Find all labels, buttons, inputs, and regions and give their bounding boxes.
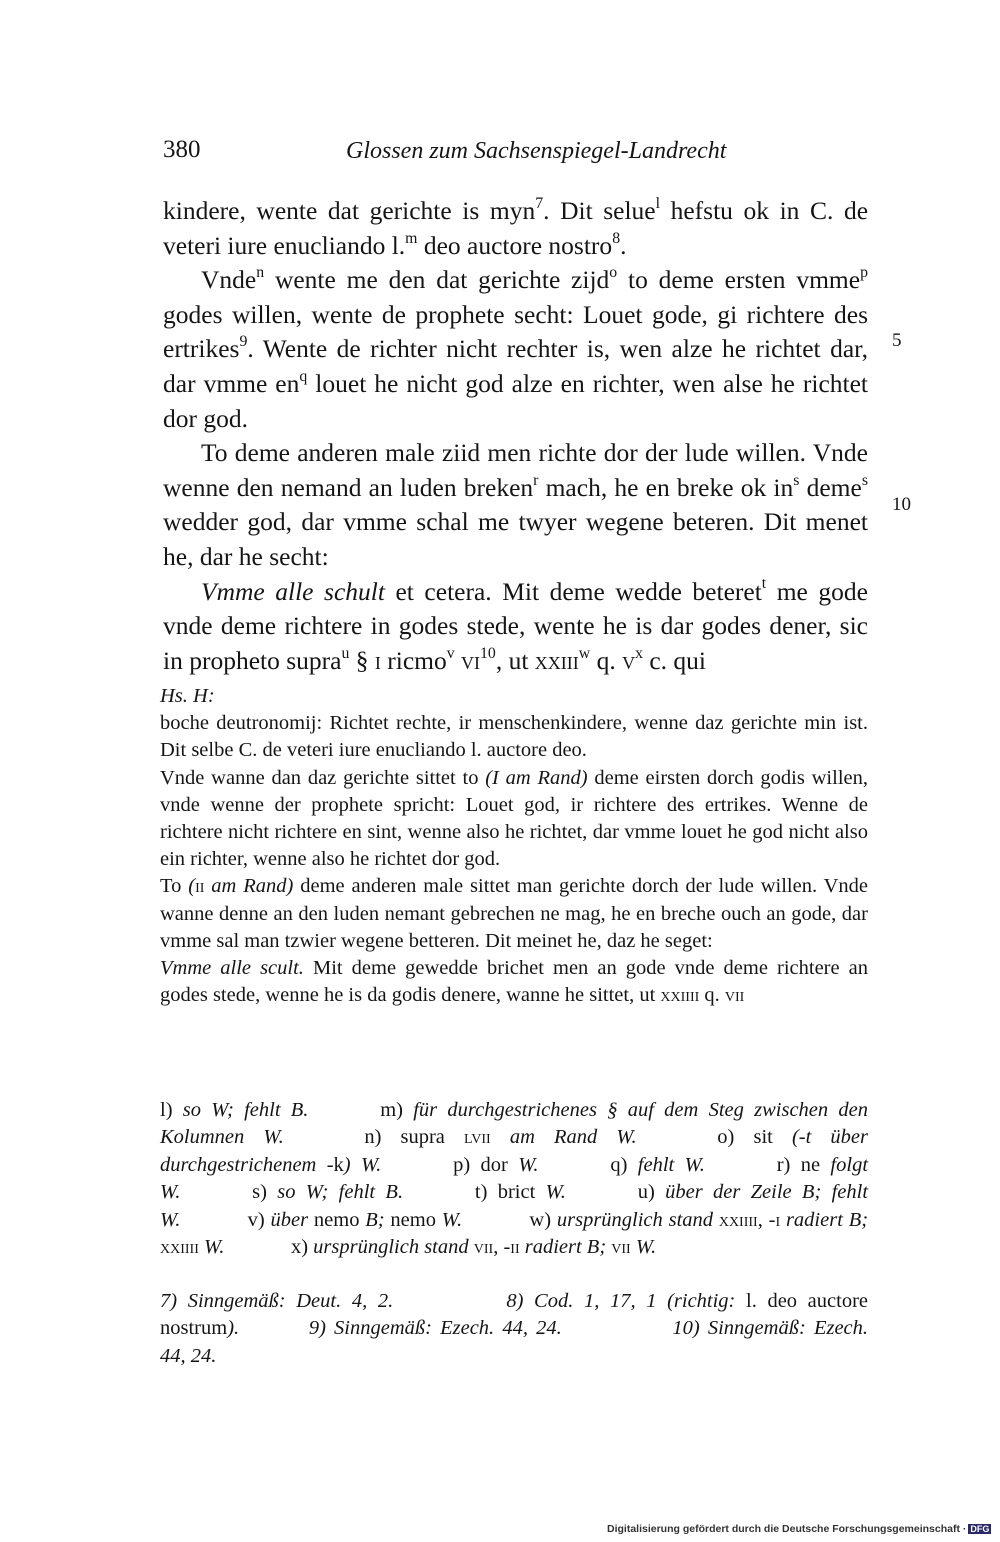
apparatus-note-w: w) ursprünglich stand xxiiii, -i radiert B; xxiiii W. xyxy=(160,1208,869,1259)
apparatus-note-n: n) supra lvii am Rand W. xyxy=(364,1126,637,1149)
apparatus-note-o: o) sit (-t über durchgestrichenem -k) W. xyxy=(160,1126,869,1176)
apparatus-note-t: t) brict W. xyxy=(474,1181,566,1204)
apparatus-note-r: r) ne folgt W. xyxy=(160,1153,869,1204)
apparatus-note-x: x) ursprünglich stand vii, -ii radiert B; vii W. xyxy=(290,1236,657,1259)
manuscript-h-variant xyxy=(160,683,868,1009)
apparatus-note-l: l) so W; fehlt B. xyxy=(160,1099,309,1121)
hs-paragraph-1: boche deutronomij: Richtet rechte, ir menschenkindere, wenne daz gerichte min ist. Dit selbe C. de veteri iure enucliando l. auctore deo. xyxy=(160,712,868,762)
footnote-9: 9) Sinngemäß: Ezech. 44, 24. xyxy=(308,1317,562,1340)
line-number-10: 10 xyxy=(892,494,911,515)
digitization-credit: Digitalisierung gefördert durch die Deutsche Forschungsgemeinschaft · DFG xyxy=(607,1523,990,1535)
apparatus-note-q: q) fehlt W. xyxy=(610,1153,705,1176)
main-paragraph-1: kindere, wente dat gerichte is myn$^7$. Dit selue$^l$ hefstu ok in C. de veteri iure enucliando l.$^m$ deo auctore nostro$^8$. xyxy=(163,194,869,260)
footnotes xyxy=(160,1288,868,1370)
main-paragraph-2: Vnde$^n$ wente me den dat gerichte zijd$^o$ to deme ersten vmme$^p$ godes willen, wente de prophete secht: Louet gode, gi richtere des ertrikes$^9$. Wente de richter nicht rechter is, wen alze he richtet dar, dar vmme $en^q$ louet he nicht god alze en richter, wen alse he richtet dor god. xyxy=(163,264,868,433)
page-number: 380 xyxy=(163,136,201,163)
running-title: Glossen zum Sachsenspiegel-Landrecht xyxy=(346,138,727,164)
critical-apparatus xyxy=(160,1097,868,1261)
hs-paragraph-4: Vmme alle scult. Mit deme gewedde brichet men an gode vnde deme richtere an godes stede, wenne he is da godis denere, wanne he sittet, ut xxiiii q. vii xyxy=(160,957,868,1007)
hs-paragraph-2: Vnde wanne dan daz gerichte sittet to (I am Rand) deme eirsten dorch godis willen, vnde wenne der prophete spricht: Louet god, ir richtere des ertrikes. Wenne de richtere nicht richtere en sint, wenne also he richtet, dar vmme louet he god nicht also ein richter, wenne also he richtet dor god. xyxy=(160,766,868,871)
main-paragraph-3: To deme anderen male ziid men richte dor der lude willen. Vnde wenne den nemand an luden breken$^r$ mach, he en breke ok $in^s$ deme$^s$ wedder god, dar vmme schal me twyer wegene beteren. Dit menet he, dar he secht: xyxy=(163,438,868,571)
apparatus-note-p: p) dor W. xyxy=(453,1153,539,1176)
apparatus-note-s: s) so W; fehlt B. xyxy=(252,1181,404,1204)
main-text xyxy=(163,194,868,678)
footnote-8: 8) Cod. 1, 17, 1 (richtig: l. deo auctore nostrum). xyxy=(160,1290,868,1340)
apparatus-note-m: m) für durchgestrichenes § auf dem Steg zwischen den Kolumnen W. xyxy=(160,1099,868,1149)
apparatus-note-u: u) über der Zeile B; fehlt W. xyxy=(160,1181,869,1231)
footnote-10: 10) Sinngemäß: Ezech. 44, 24. xyxy=(160,1317,869,1367)
line-number-5: 5 xyxy=(892,330,902,351)
hs-heading: Hs. H: xyxy=(160,685,215,707)
apparatus-note-v: v) über nemo B; nemo W. xyxy=(247,1208,463,1231)
footnote-7: 7) Sinngemäß: Deut. 4, 2. xyxy=(160,1290,394,1312)
hs-paragraph-3: To (ii am Rand) deme anderen male sittet man gerichte dorch der lude willen. Vnde wanne denne an den luden nemant gebrechen ne mag, he en breche ouch an gode, dar vmme sal man tzwier wegene betteren. Dit meinet he, daz he seget: xyxy=(160,875,869,952)
main-paragraph-4: Vmme alle schult et cetera. Mit deme wedde beteret$^t$ me gode vnde deme richtere in godes stede, wente he is dar godes dener, sic in propheto supra$^u$ § i ricmo$^v$ $vi^{10}$, ut xxiii$^w$ q. $v^x$ c. qui xyxy=(163,575,868,675)
dfg-logo-icon: DFG xyxy=(970,1524,990,1534)
